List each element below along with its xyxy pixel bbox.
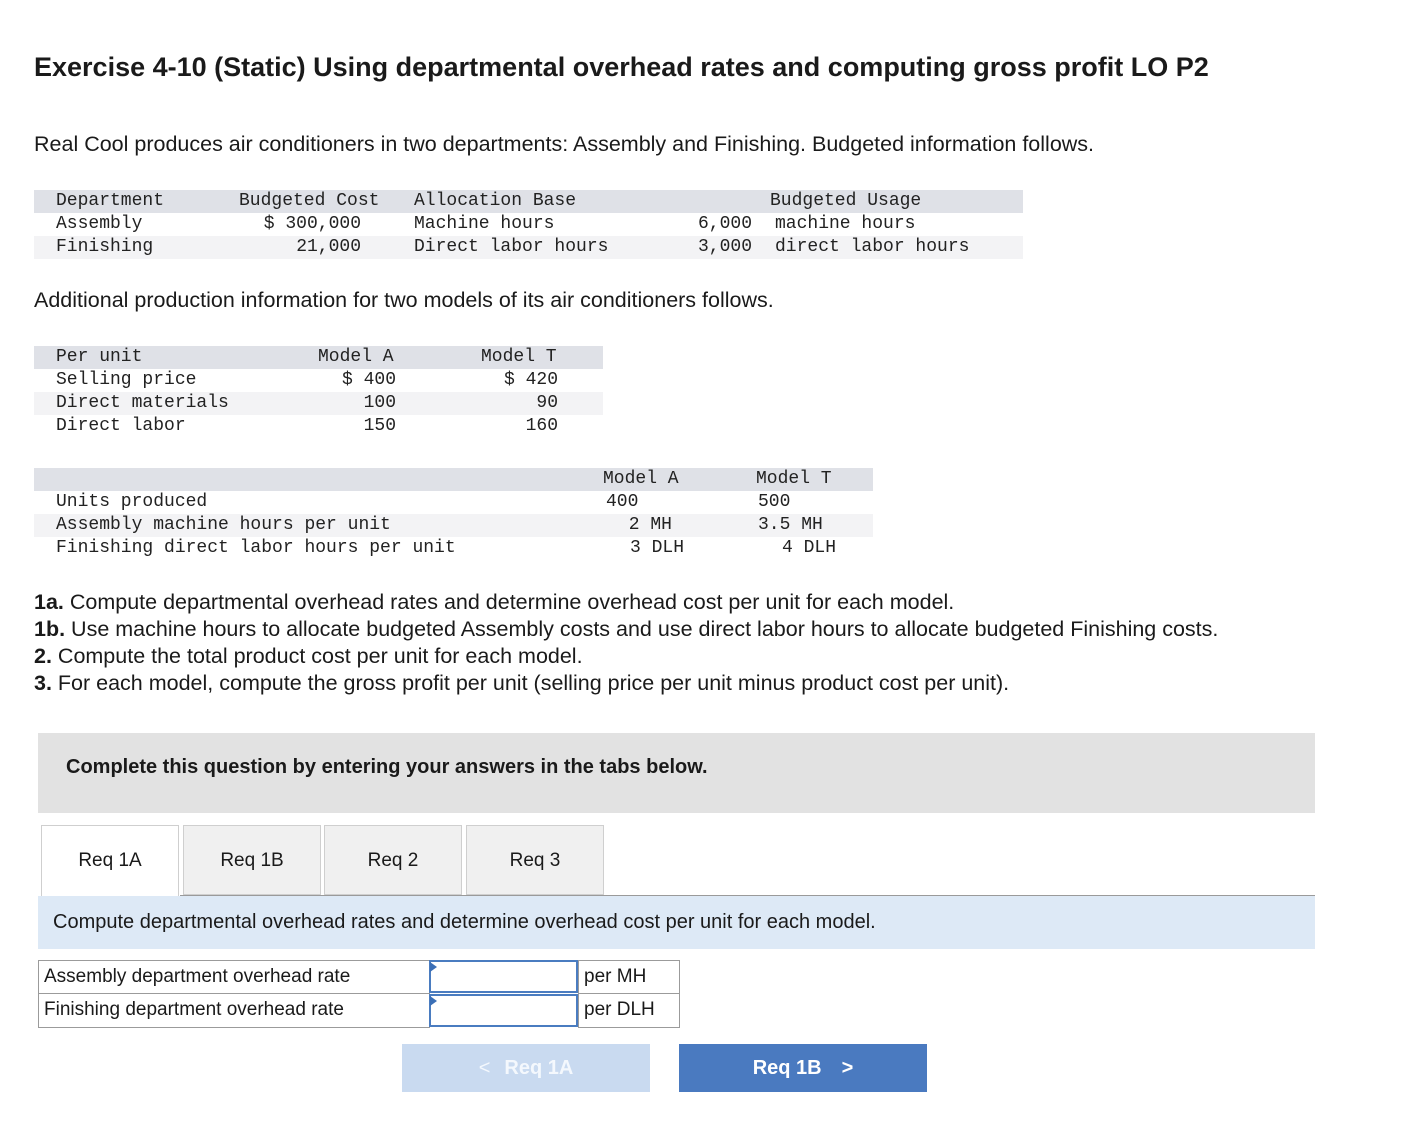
row-model-t: 4 DLH [781,538,836,558]
tab-req-3[interactable]: Req 3 [466,825,604,895]
requirement-item: 2. Compute the total product cost per unit for each model. [34,644,583,668]
row-model-a: 400 [606,492,639,512]
additional-text: Additional production information for two models of its air conditioners follows. [34,288,774,312]
tab-req-1a[interactable]: Req 1A [41,825,179,896]
row-cost: 21,000 [296,237,361,257]
next-button[interactable] [679,1044,927,1092]
row-model-t: 3.5 MH [758,515,823,535]
header-allocation-base: Allocation Base [414,191,577,211]
row-label: Selling price [56,370,197,390]
row-model-a: 100 [363,393,396,413]
row-label: Finishing direct labor hours per unit [56,538,456,558]
header-model-t: Model T [756,469,832,489]
finishing-rate-unit: per DLH [578,993,680,1028]
header-department: Department [56,191,165,211]
row-usage-unit: direct labor hours [775,237,970,257]
row-model-t: $ 420 [503,370,558,390]
input-marker-icon [430,996,437,1006]
row-usage-num: 3,000 [697,237,752,257]
input-marker-icon [430,962,437,972]
next-button-label: Req 1B [752,1057,822,1079]
row-model-t: 90 [536,393,558,413]
row-model-t: 160 [525,416,558,436]
row-base: Machine hours [414,214,555,234]
row-model-a: 150 [363,416,396,436]
header-model-a: Model A [603,469,679,489]
header-budgeted-cost: Budgeted Cost [239,191,380,211]
row-label: Direct materials [56,393,229,413]
assembly-rate-input[interactable] [429,960,578,993]
row-model-a: 2 MH [628,515,672,535]
chevron-right-icon: > [841,1057,854,1079]
instruction-text: Compute departmental overhead rates and determine overhead cost per unit for each model. [53,911,876,933]
row-label: Assembly machine hours per unit [56,515,391,535]
chevron-left-icon: < [478,1057,491,1079]
row-cost: $ 300,000 [263,214,361,234]
row-model-a: 3 DLH [629,538,684,558]
row-base: Direct labor hours [414,237,609,257]
header-budgeted-usage: Budgeted Usage [770,191,922,211]
intro-text: Real Cool produces air conditioners in two departments: Assembly and Finishing. Budgeted information follows. [34,132,1095,156]
header-model-a: Model A [318,347,394,367]
tab-req-1b[interactable]: Req 1B [183,825,321,895]
tab-req-2[interactable]: Req 2 [324,825,462,895]
prev-button-label: Req 1A [504,1057,574,1079]
row-dept: Assembly [56,214,143,234]
finishing-rate-label: Finishing department overhead rate [38,993,430,1028]
row-label: Direct labor [56,416,186,436]
assembly-rate-label: Assembly department overhead rate [38,960,430,994]
prompt-text: Complete this question by entering your answers in the tabs below. [66,756,708,778]
row-usage-num: 6,000 [697,214,752,234]
header-per-unit: Per unit [56,347,143,367]
row-model-a: $ 400 [341,370,396,390]
assembly-rate-unit: per MH [578,960,680,994]
row-dept: Finishing [56,237,154,257]
page-title: Exercise 4-10 (Static) Using departmental overhead rates and computing gross profit LO P2 [34,52,1209,82]
prev-button[interactable] [402,1044,650,1092]
row-model-t: 500 [758,492,791,512]
requirement-item: 3. For each model, compute the gross profit per unit (selling price per unit minus product cost per unit). [34,671,1010,695]
header-model-t: Model T [481,347,557,367]
requirement-item: 1b. Use machine hours to allocate budgeted Assembly costs and use direct labor hours to allocate budgeted Finishing costs. [34,617,1219,641]
finishing-rate-input[interactable] [429,994,578,1027]
requirement-item: 1a. Compute departmental overhead rates and determine overhead cost per unit for each model. [34,590,955,614]
row-label: Units produced [56,492,208,512]
row-usage-unit: machine hours [775,214,916,234]
